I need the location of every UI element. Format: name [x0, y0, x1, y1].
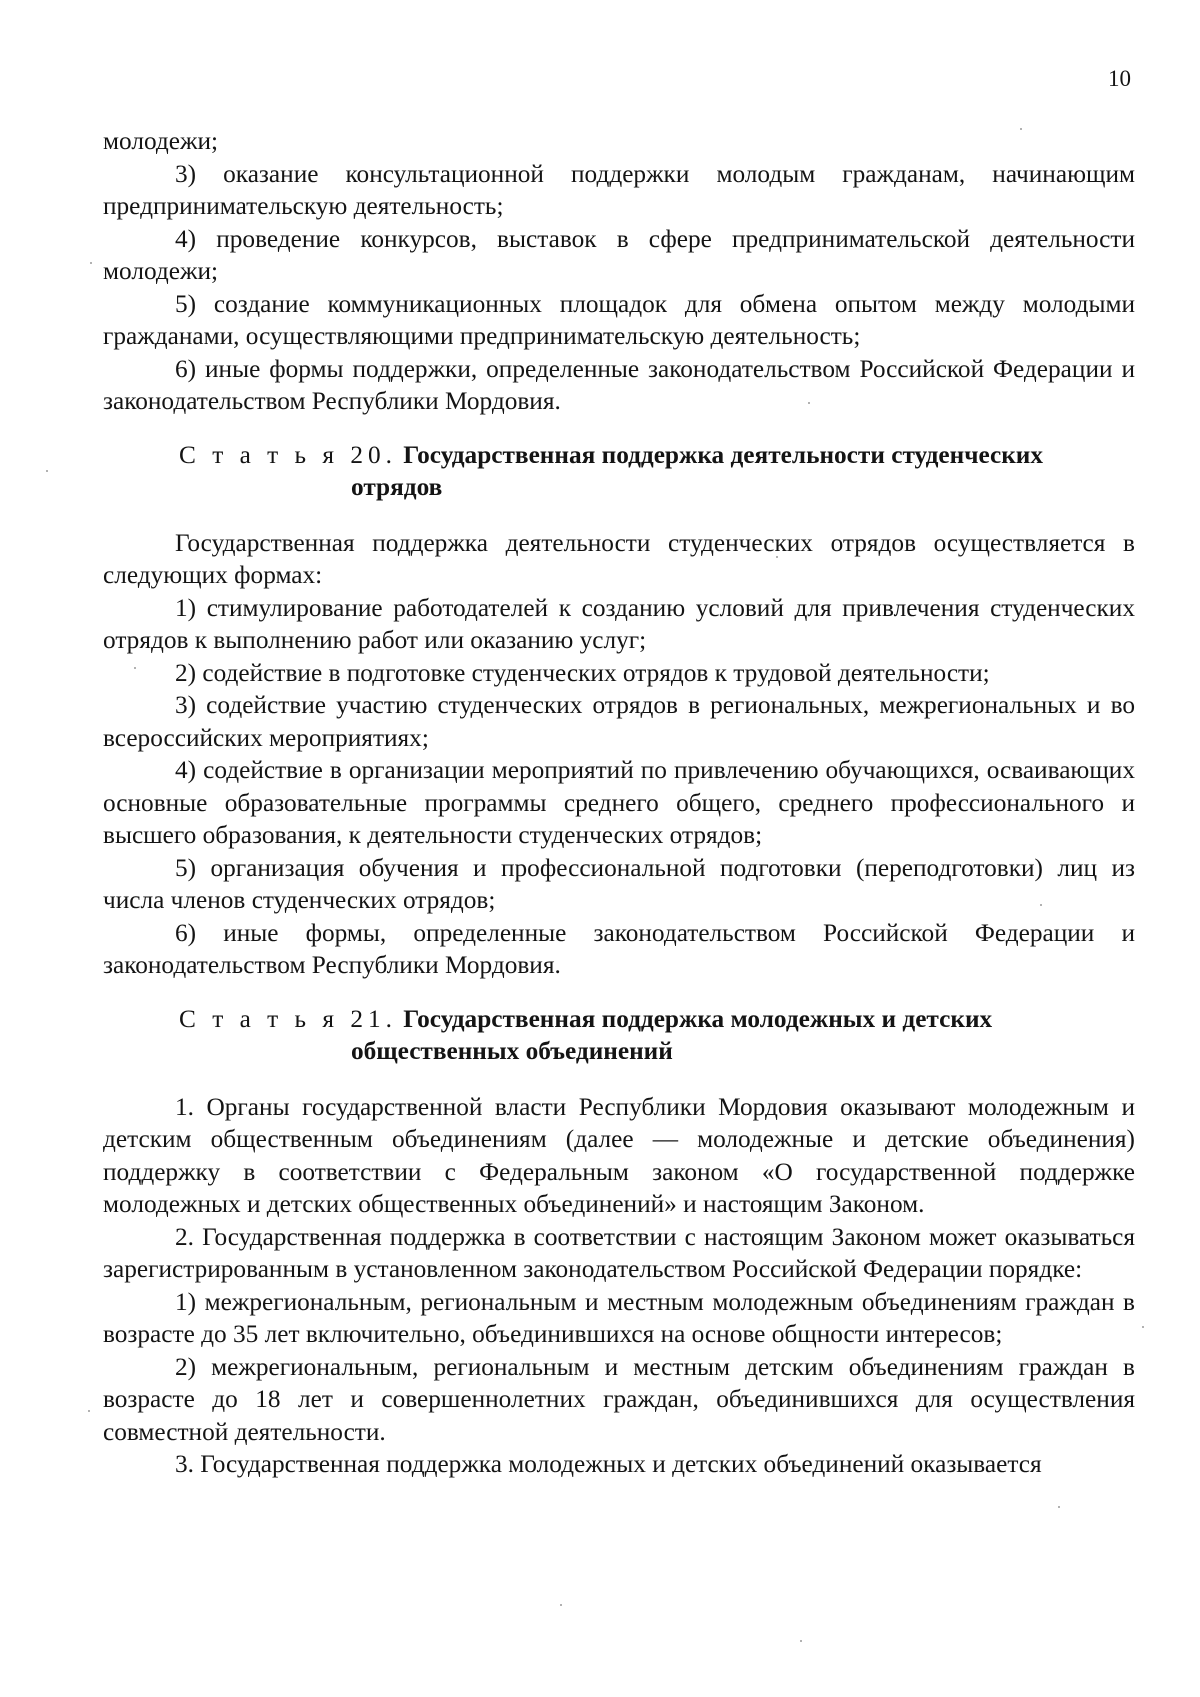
scan-speck	[134, 667, 136, 669]
article-21-heading	[103, 1003, 1135, 1068]
page-number: 10	[1108, 66, 1131, 91]
paragraph: 3. Государственная поддержка молодежных и детских объединений оказывается	[175, 1450, 1042, 1478]
article-label: С т а т ь я 20.	[179, 440, 397, 469]
paragraph: 1) межрегиональным, региональным и местным молодежным объединениям граждан в возрасте до 35 лет включительно, объединившихся на основе общности интересов;	[103, 1287, 1135, 1348]
scan-speck	[776, 556, 778, 558]
paragraph: 3) содействие участию студенческих отрядов в региональных, межрегиональных и во всероссийских мероприятиях;	[103, 691, 1135, 752]
article-label: С т а т ь я 21.	[179, 1004, 397, 1033]
paragraph: 6) иные формы поддержки, определенные законодательством Российской Федерации и законодательством Республики Мордовия.	[103, 354, 1135, 415]
scan-speck	[1040, 904, 1042, 906]
paragraph: 1. Органы государственной власти Республики Мордовия оказывают молодежным и детским общественным объединениям (далее — молодежные и детские объединения) поддержку в соответствии с Федеральным законом «О государственной поддержке молодежных и детских общественных объединений» и настоящим Законом.	[103, 1092, 1135, 1218]
paragraph: Государственная поддержка деятельности студенческих отрядов осуществляется в следующих формах:	[103, 528, 1135, 589]
paragraph: 4) проведение конкурсов, выставок в сфере предпринимательской деятельности молодежи;	[103, 224, 1135, 285]
paragraph: 2) содействие в подготовке студенческих отрядов к трудовой деятельности;	[175, 658, 990, 687]
scan-speck	[46, 470, 48, 472]
article-title-continuation: отрядов	[351, 473, 443, 501]
document-body	[103, 125, 1135, 1481]
scan-speck	[90, 262, 92, 264]
paragraph: 3) оказание консультационной поддержки молодым гражданам, начинающим предпринимательскую деятельность;	[103, 159, 1135, 220]
scan-speck	[1020, 128, 1022, 130]
paragraph: 1) стимулирование работодателей к созданию условий для привлечения студенческих отрядов к выполнению работ или оказанию услуг;	[103, 593, 1135, 654]
scan-speck	[88, 1410, 90, 1412]
scan-speck	[1058, 1506, 1060, 1508]
scan-speck	[800, 1640, 802, 1642]
paragraph: 2. Государственная поддержка в соответствии с настоящим Законом может оказываться зарегистрированным в установленном законодательством Российской Федерации порядке:	[103, 1222, 1135, 1283]
paragraph: 2) межрегиональным, региональным и местным детским объединениям граждан в возрасте до 18 лет и совершеннолетних граждан, объединившихся для осуществления совместной деятельности.	[103, 1352, 1135, 1446]
article-title: Государственная поддержка молодежных и детских	[403, 1004, 993, 1033]
paragraph: 4) содействие в организации мероприятий по привлечению обучающихся, осваивающих основные образовательные программы среднего общего, среднего профессионального и высшего образования, к деятельности студенческих отрядов;	[103, 756, 1135, 849]
paragraph: 5) создание коммуникационных площадок для обмена опытом между молодыми гражданами, осуществляющими предпринимательскую деятельность;	[103, 289, 1135, 350]
paragraph: 6) иные формы, определенные законодательством Российской Федерации и законодательством Республики Мордовия.	[103, 918, 1135, 979]
article-20-heading	[103, 439, 1135, 504]
scan-speck	[560, 1604, 562, 1606]
paragraph: молодежи;	[103, 127, 219, 155]
paragraph: 5) организация обучения и профессиональной подготовки (переподготовки) лиц из числа членов студенческих отрядов;	[103, 853, 1135, 914]
scan-speck	[1142, 1326, 1144, 1328]
article-title: Государственная поддержка деятельности студенческих	[403, 440, 1044, 469]
scan-speck	[808, 402, 810, 404]
article-title-continuation: общественных объединений	[351, 1037, 673, 1065]
